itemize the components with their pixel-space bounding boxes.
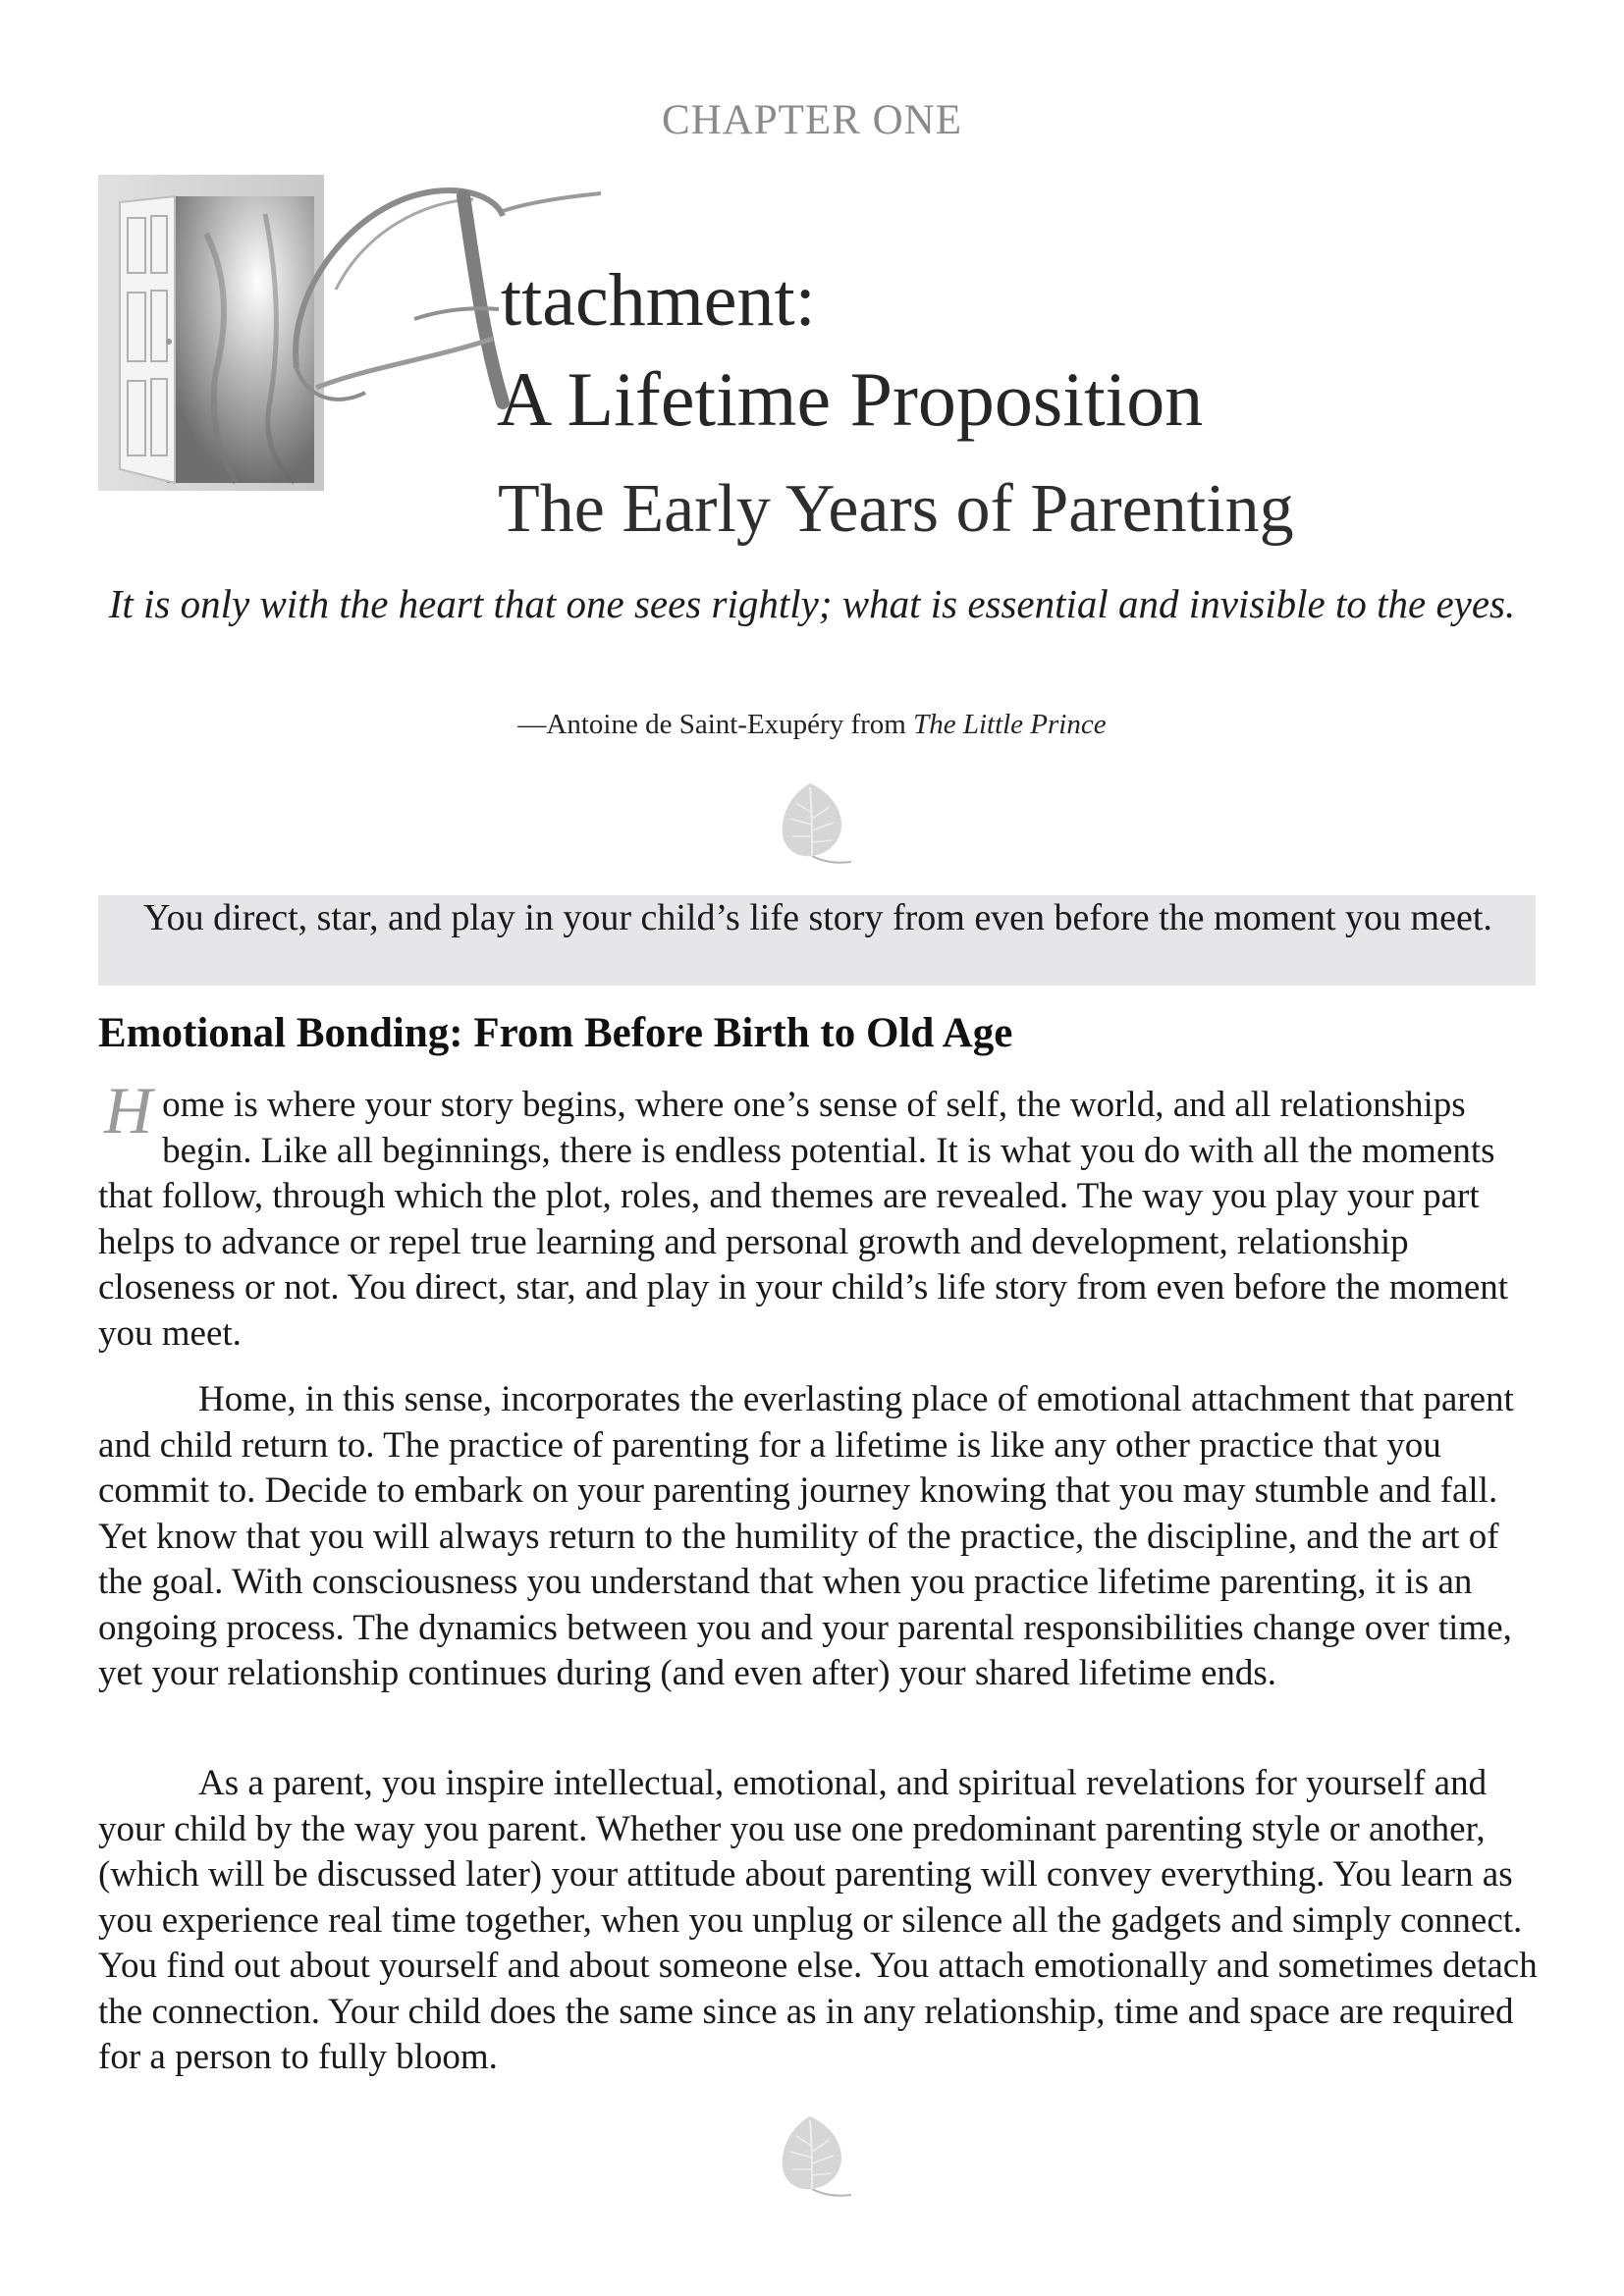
paragraph-2-text: Home, in this sense, incorporates the everlasting place of emotional attachment that parent and child return to. The practice of parenting for a lifetime is like any other practice that you commit to. Decide to embark on your parenting journey knowing that you may stumble and fall. Yet know that you will always return to the humility of the practice, the discipline, and the art of the goal. With consciousness you understand that when you practice lifetime parenting, it is an ongoing process. The dynamics between you and your parental responsibilities change over time, yet your relationship continues during (and even after) your shared lifetime ends. [98,1379,1514,1693]
chapter-label: CHAPTER ONE [661,97,963,143]
section-heading: Emotional Bonding: From Before Birth to Old Age [98,1010,1013,1056]
title-line-2: A Lifetime Proposition [497,356,1204,442]
chapter-subtitle: The Early Years of Parenting [498,471,1294,547]
paragraph-1-text: ome is where your story begins, where one’s sense of self, the world, and all relationships begin. Like all beginnings, there is endless potential. It is what you do with all the moments that follow, through which the plot, roles, and themes are revealed. The way you play your part helps to advance or repel true learning and personal growth and development, relationship closeness or not. You direct, star, and play in your child’s life story from even before the moment you meet. [98,1085,1509,1354]
leaf-ornament-icon [763,2107,861,2205]
body-paragraph-2 [98,1377,1542,1697]
drop-cap: H [104,1073,153,1148]
epigraph-attribution [0,709,1624,741]
title-line-1: ttachment: [501,259,816,342]
body-paragraph-3 [98,1761,1542,2081]
pull-quote-callout: You direct, star, and play in your child’s life story from even before the moment you meet. [98,895,1536,986]
attribution-book-title: The Little Prince [913,709,1107,740]
body-paragraph-1 [98,1073,1542,1357]
epigraph-quote: It is only with the heart that one sees rightly; what is essential and invisible to the eyes. [108,581,1516,626]
leaf-ornament-icon [763,774,861,872]
paragraph-3-text: As a parent, you inspire intellectual, emotional, and spiritual revelations for yourself and your child by the way you parent. Whether you use one predominant parenting style or another, (which will be discussed later) your attitude about parenting will convey everything. You learn as you experience real time together, when you unplug or silence all the gadgets and simply connect. You find out about yourself and about someone else. You attach emotionally and sometimes detach the connection. Your child does the same since as in any relationship, time and space are required for a person to fully bloom. [98,1763,1538,2077]
attribution-author: —Antoine de Saint-Exupéry from [517,709,914,740]
